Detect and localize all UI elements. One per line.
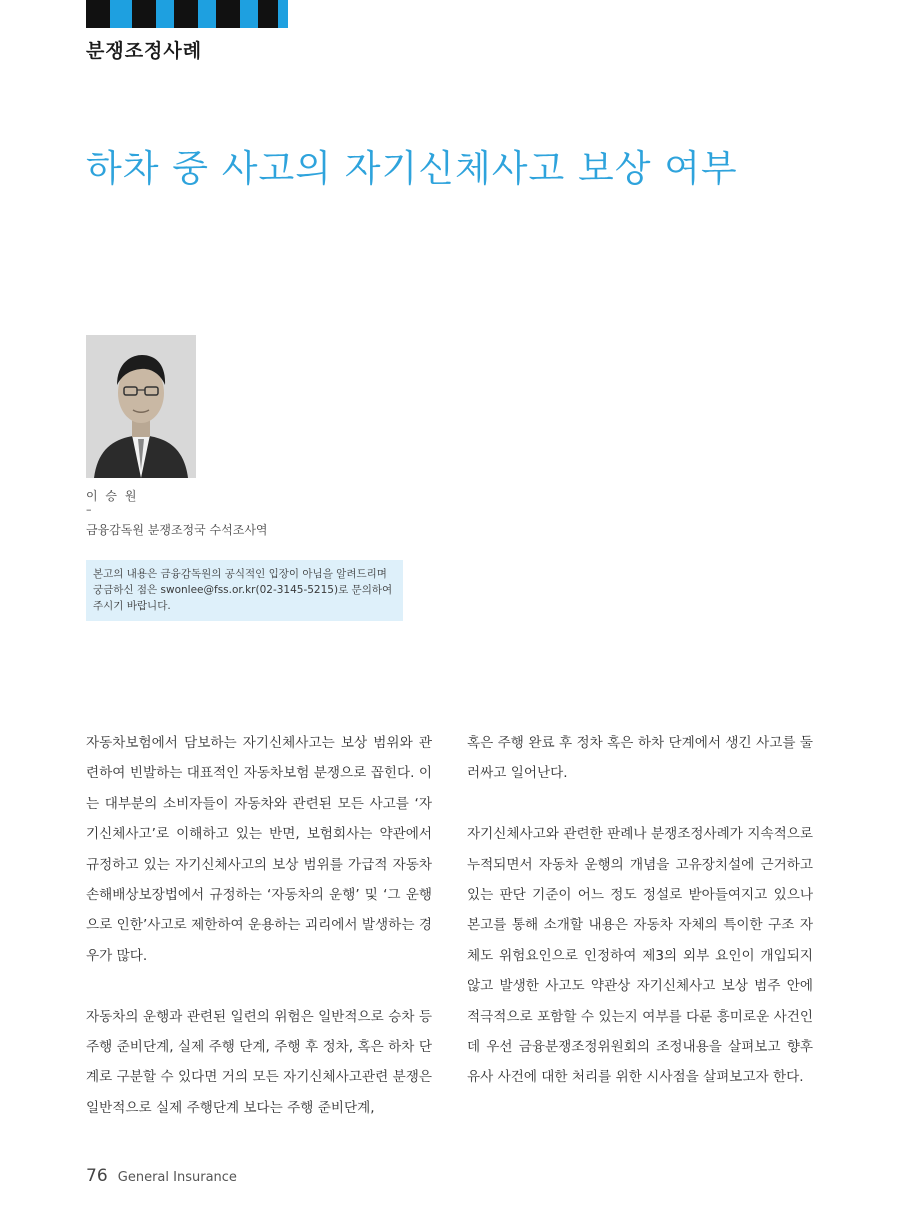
header-bar-segment (132, 0, 156, 28)
author-name: 이 승 원 (86, 489, 139, 503)
header-bar-segment (258, 0, 278, 28)
body-column-left (86, 728, 432, 1154)
author-portrait-icon (86, 335, 196, 478)
body-paragraph: 자동차의 운행과 관련된 일련의 위험은 일반적으로 승차 등 주행 준비단계, 실제 주행 단계, 주행 후 정차, 혹은 하차 단계로 구분할 수 있다면 거의 모든 자기신체사고관련 분쟁은 일반적으로 실제 주행단계 보다는 주행 준비단계, (86, 1008, 432, 1116)
header-bar-segment (198, 0, 216, 28)
body-column-right (467, 728, 813, 1123)
author-divider: – (86, 503, 92, 516)
header-bar-segment (174, 0, 198, 28)
header-color-bar (86, 0, 288, 28)
header-bar-segment (86, 0, 110, 28)
header-bar-segment (156, 0, 174, 28)
page-number: 76 (86, 1166, 108, 1186)
publication-name: General Insurance (117, 1170, 237, 1185)
body-paragraph: 혹은 주행 완료 후 정차 혹은 하차 단계에서 생긴 사고를 둘러싸고 일어난다. (467, 735, 813, 782)
contact-notice: 본고의 내용은 금융감독원의 공식적인 입장이 아님을 알려드리며 궁금하신 점은 swonlee@fss.or.kr(02-3145-5215)로 문의하여 주시기 바랍니다. (86, 560, 403, 621)
page-footer (86, 1166, 237, 1186)
header-bar-segment (110, 0, 132, 28)
body-paragraph: 자동차보험에서 담보하는 자기신체사고는 보상 범위와 관련하여 빈발하는 대표적인 자동차보험 분쟁으로 꼽힌다. 이는 대부분의 소비자들이 자동차와 관련된 모든 사고를 ‘자기신체사고’로 이해하고 있는 반면, 보험회사는 약관에서 규정하고 있는 자기신체사고의 보상 범위를 가급적 자동차손해배상보장법에서 규정하는 ‘자동차의 운행’ 및 ‘그 운행으로 인한’사고로 제한하여 운용하는 괴리에서 발생하는 경우가 많다. (86, 735, 432, 964)
article-title: 하차 중 사고의 자기신체사고 보상 여부 (86, 147, 738, 190)
author-title: 금융감독원 분쟁조정국 수석조사역 (86, 523, 268, 537)
section-label: 분쟁조정사례 (86, 40, 203, 62)
header-bar-segment (240, 0, 258, 28)
header-bar-segment (278, 0, 288, 28)
header-bar-segment (216, 0, 240, 28)
body-paragraph: 자기신체사고와 관련한 판례나 분쟁조정사례가 지속적으로 누적되면서 자동차 운행의 개념을 고유장치설에 근거하고 있는 판단 기준이 어느 정도 정설로 받아들여지고 있으나 본고를 통해 소개할 내용은 자동차 자체의 특이한 구조 자체도 위험요인으로 인정하여 제3의 외부 요인이 개입되지 않고 발생한 사고도 약관상 자기신체사고 보상 범주 안에 적극적으로 포함할 수 있는지 여부를 다룬 흥미로운 사건인데 우선 금융분쟁조정위원회의 조정내용을 살펴보고 향후 유사 사건에 대한 처리를 위한 시사점을 살펴보고자 한다. (467, 826, 813, 1086)
author-photo (86, 335, 196, 478)
